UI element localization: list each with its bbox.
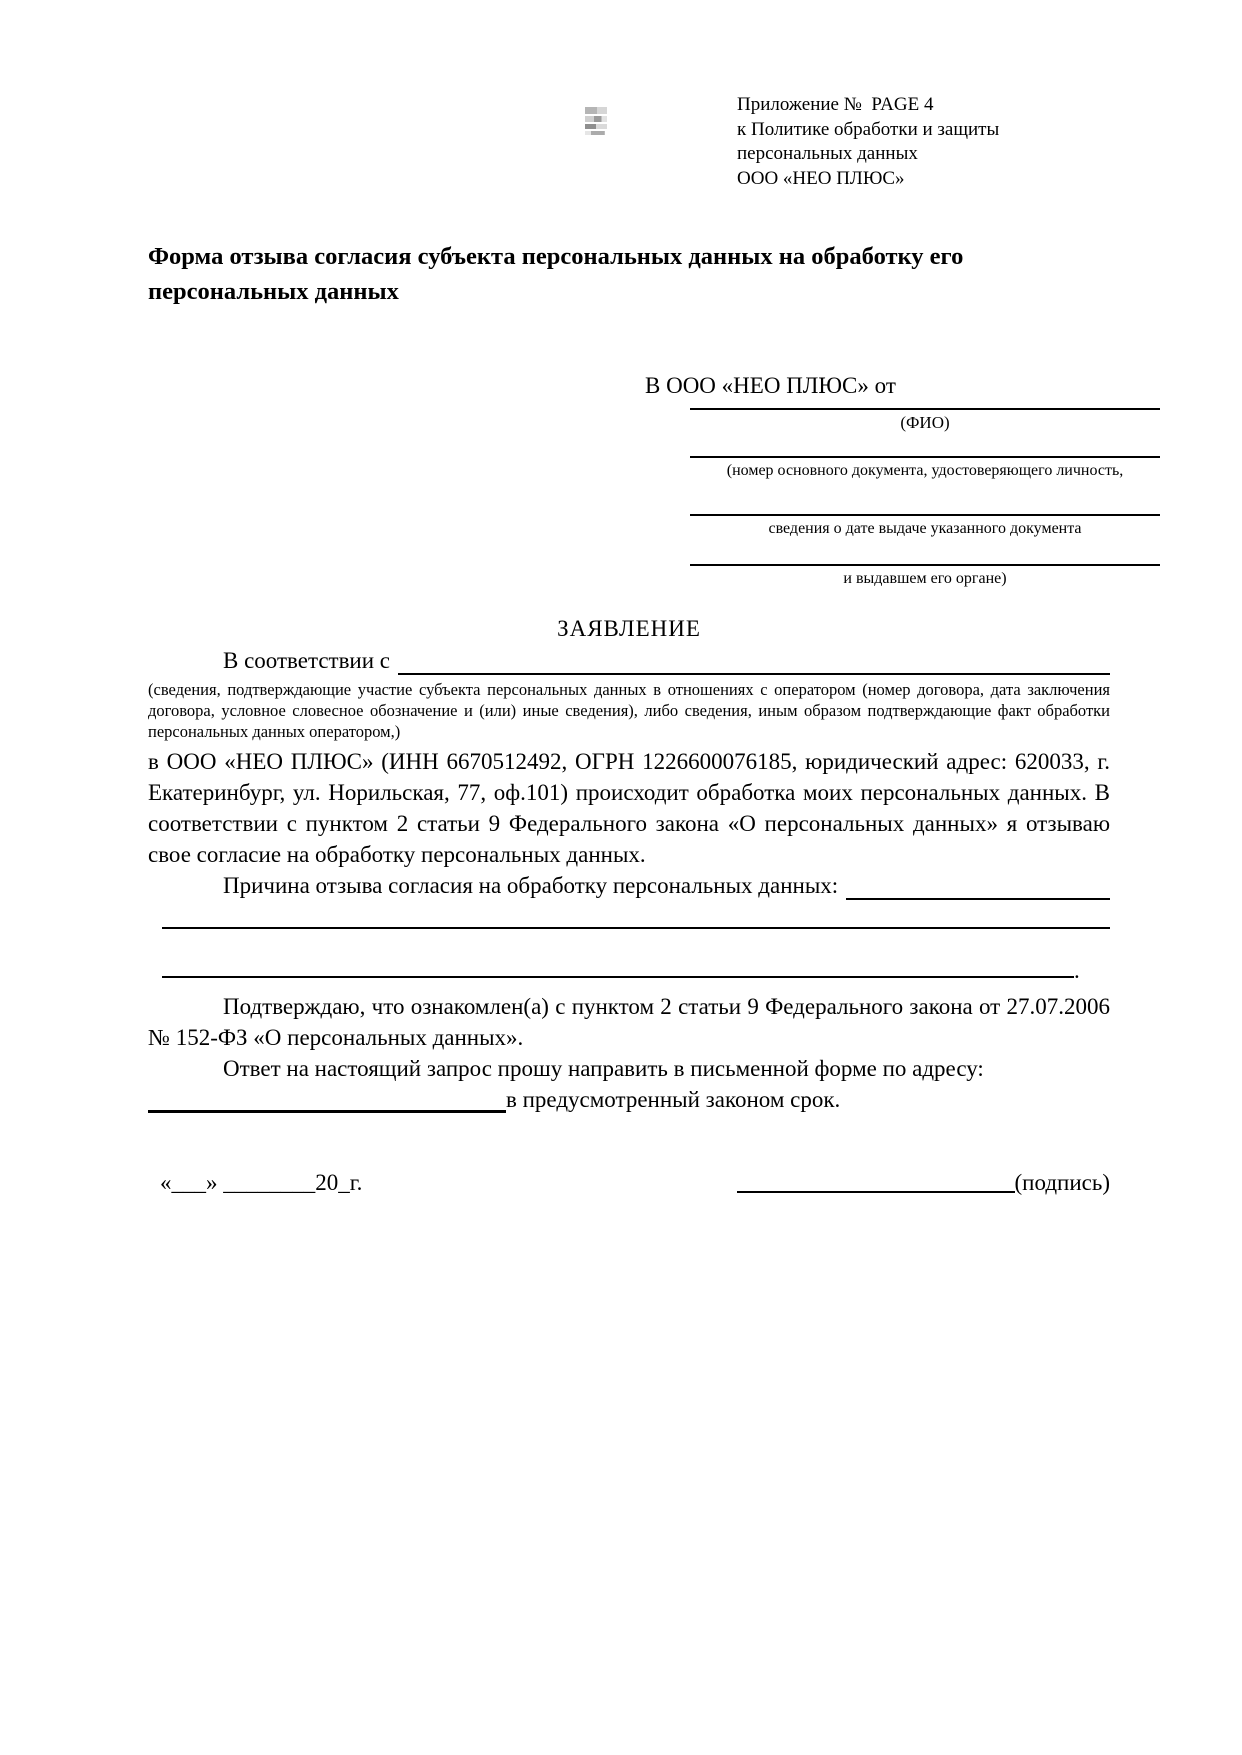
paragraph-indent: [148, 870, 223, 901]
appendix-line-2: к Политике обработки и защиты: [737, 118, 1000, 140]
signature-caption: (подпись): [1014, 1170, 1110, 1195]
intro-prefix: В соответствии с: [223, 648, 391, 673]
addressee-block: [148, 372, 1124, 589]
document-header: [148, 93, 1110, 193]
reason-blank-line: [846, 870, 1110, 900]
reply-request-line: Ответ на настоящий запрос прошу направить в письменной форме по адресу:: [223, 1056, 984, 1081]
reason-blank-line-3: [162, 954, 1074, 978]
document-number-blank-line: [690, 456, 1160, 458]
fio-blank-line: [690, 408, 1160, 410]
signature-row: [148, 1167, 1110, 1198]
issuing-authority-field: [690, 564, 1160, 589]
document-number-caption: (номер основного документа, удостоверяющего личность,: [726, 462, 1124, 479]
appendix-line-1: Приложение № PAGE 4: [737, 94, 934, 115]
confirmation-paragraph: Подтверждаю, что ознакомлен(а) с пунктом 2 статьи 9 Федерального закона от 27.07.2006 № 152-ФЗ «О персональных данных».: [148, 994, 1110, 1050]
issue-date-blank-line: [690, 514, 1160, 516]
intro-row: [148, 647, 1110, 675]
addressee-fields: [690, 408, 1160, 589]
fio-caption: (ФИО): [900, 413, 950, 432]
statement-body: в ООО «НЕО ПЛЮС» (ИНН 6670512492, ОГРН 1226600076185, юридический адрес: 620033, г. Екатеринбург, ул. Норильская, 77, оф.101) происходит обработка моих персональных данных. В соответствии с пунктом 2 статьи 9 Федерального закона «О персональных данных» я отзываю свое согласие на обработку персональных данных.: [148, 749, 1110, 867]
statement-heading: ЗАЯВЛЕНИЕ: [557, 616, 701, 641]
address-blank-line: [148, 1084, 506, 1113]
paragraph-indent: [148, 647, 223, 675]
issuing-authority-blank-line: [690, 564, 1160, 566]
addressee-to-line: В ООО «НЕО ПЛЮС» от: [645, 373, 896, 398]
reason-row: [148, 870, 1110, 901]
document-title: Форма отзыва согласия субъекта персональных данных на обработку его персональных данных: [148, 243, 964, 305]
glitch-artifact: [585, 107, 607, 135]
basis-blank-line: [398, 647, 1110, 675]
fio-field: [690, 408, 1160, 433]
document-number-field: [690, 456, 1160, 481]
appendix-line-4: ООО «НЕО ПЛЮС»: [737, 167, 905, 189]
reason-blank-line-3-row: [148, 954, 1110, 985]
issuing-authority-caption: и выдавшем его органе): [843, 570, 1007, 587]
fine-print-note: (сведения, подтверждающие участие субъекта персональных данных в отношениях с оператором (номер договора, дата заключения договора, условное словесное обозначение и (или) иные сведения), либо сведения, иным образом подтверждающие факт обработки персональных данных оператором,): [148, 680, 1110, 741]
issue-date-caption: сведения о дате выдаче указанного документа: [768, 520, 1082, 537]
blank-line-period: .: [1074, 958, 1080, 983]
appendix-line-3: персональных данных: [737, 143, 918, 164]
reply-address-row: [148, 1084, 1110, 1115]
reason-label: Причина отзыва согласия на обработку персональных данных:: [223, 873, 839, 898]
date-blank-text: «___» ________20_г.: [160, 1170, 363, 1195]
reason-blank-line-2: [162, 927, 1110, 929]
reply-term-text: в предусмотренный законом срок.: [506, 1087, 841, 1112]
signature-blank-line: [737, 1167, 1015, 1193]
issue-date-field: [690, 514, 1160, 539]
appendix-note: [737, 93, 1110, 191]
